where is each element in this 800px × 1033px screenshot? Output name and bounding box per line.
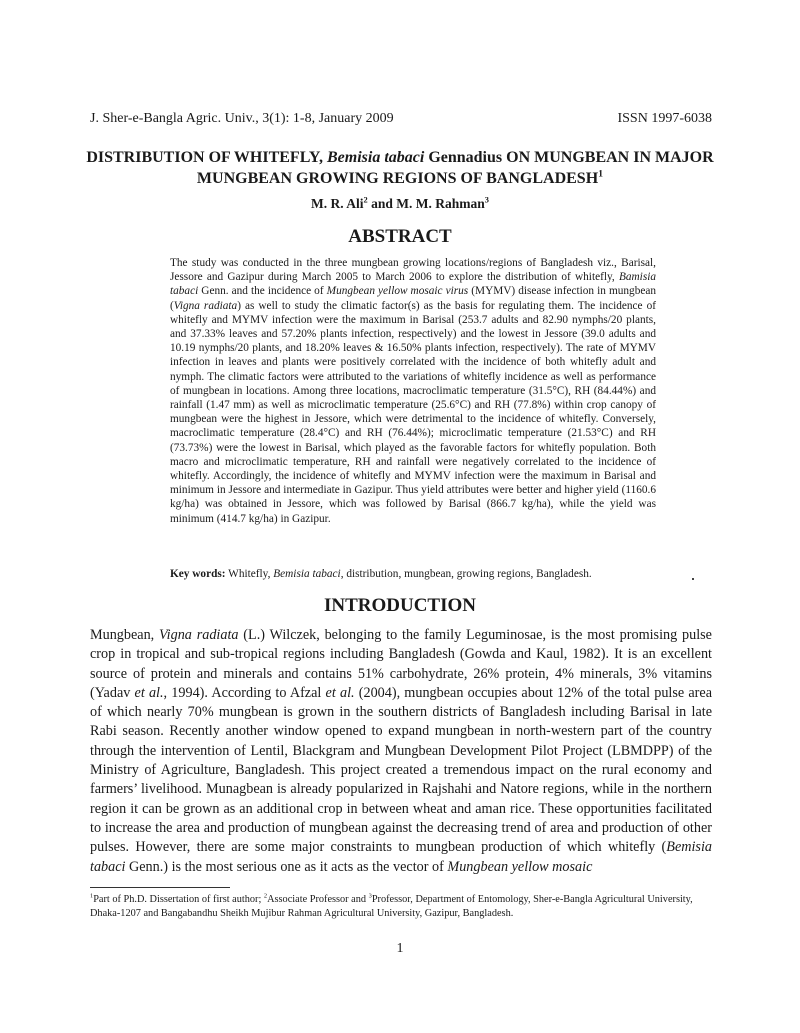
abstract-italic-2: Mungbean yellow mosaic virus <box>326 285 469 298</box>
intro-text-4: (2004), mungbean occupies about 12% of the total pulse area of which nearly 70% mungbean is grown in the southern districts of Bangladesh including Barisal in late Rabi season. Recently another window opened to expand mungbean in north-western part of the country through the intervention of Lentil, Blackgram and Mungbean Development Pilot Project (LBMDPP) of the Ministry of Agriculture, Bangladesh. This project created a tremendous impact on the rural economy and farmers’ livelihood. Munagbean is already popularized in Rajshahi and Natore regions, while in the northern region it can be grown as an additional crop in between wheat and aman rice. These opportunities facilitated to increase the area and production of mungbean against the decreasing trend of area and production of other pulses. However, there are some major constraints to mungbean production of which whitefly ( <box>90 684 712 856</box>
author-2: and M. M. Rahman <box>367 196 485 211</box>
authors <box>0 196 800 212</box>
intro-italic-5: Mungbean yellow mosaic <box>447 858 593 875</box>
abstract-text-1: The study was conducted in the three mungbean growing locations/regions of Bangladesh viz., Barisal, Jessore and Gazipur during March 2005 to March 2006 to explore the distribution of whitefly, <box>170 257 656 284</box>
footnote-text-1: Part of Ph.D. Dissertation of first author; <box>93 894 264 905</box>
title-text-2: Gennadius ON MUNGBEAN IN MAJOR MUNGBEAN GROWING REGIONS OF BANGLADESH <box>196 149 714 187</box>
intro-text-2: (L.) Wilczek, belonging to the family Leguminosae, is the most promising pulse crop in tropical and sub-tropical regions including Bangladesh (Gowda and Kaul, 1982). It is an excellent source of protein and minerals and contains 51% carbohydrate, 26% protein, 4% minerals, 3% vitamins (Yadav <box>90 627 712 701</box>
keywords-label: Key words: <box>170 568 226 580</box>
intro-italic-3: et al. <box>325 684 355 701</box>
intro-text-5: Genn.) is the most serious one as it acts as the vector of <box>125 858 448 875</box>
footnote-rule <box>90 887 230 888</box>
paper-title <box>80 147 720 189</box>
author-2-mark: 3 <box>484 195 489 205</box>
keywords <box>170 568 690 580</box>
issn: ISSN 1997-6038 <box>617 111 712 126</box>
intro-italic-4: Bemisia tabaci <box>90 839 712 875</box>
keywords-text-2: , distribution, mungbean, growing regions, Bangladesh. <box>340 568 592 580</box>
abstract-italic-1: Bamisia tabaci <box>170 271 656 298</box>
keywords-text-1: Whitefly, <box>225 568 274 580</box>
introduction-body <box>90 626 712 877</box>
footnote-text-3: Professor, Department of Entomology, Sher-e-Bangla Agricultural University, Dhaka-1207 and Bangabandhu Sheikh Mujibur Rahman Agricultural University, Gazipur, Bangladesh. <box>90 894 693 919</box>
stray-mark <box>692 578 694 580</box>
abstract-text-3: (MYMV) disease infection in mungbean ( <box>170 285 657 312</box>
title-species: Bemisia tabaci <box>326 149 425 166</box>
abstract-text-4: ) as well to study the climatic factor(s) as the basis for regulating them. The incidence of whitefly and MYMV infection were the maximum in Barisal (253.7 adults and 82.90 nymphs/20 plants, and 37.33% leaves and 57.20% plants infection, respectively) and the lowest in Jessore (39.0 adults and 10.19 nymphs/20 plants, and 18.20% leaves & 16.50% plants infection, respectively). The rate of MYMV infection in leaves and plants were positively correlated with the incidence of both whitefly adult and nymph. The climatic factors were attributed to the variations of whitefly incidence as well as performance of mungbean in locations. Among three locations, macroclimatic temperature (31.5°C), RH (84.44%) and rainfall (1.47 mm) as well as microclimatic temperature (25.6°C) and RH (77.8%) within crop canopy of mungbean were the highest in Jessore, which were detrimental to the incidence of whitefly. Conversely, macroclimatic temperature (28.4°C) and RH (76.44%); microclimatic temperature (21.53°C) and RH (73.73%) were the lowest in Barisal, which played as the favorable factors for whitefly population. Both macro and microclimatic temperature, RH and rainfall were negatively correlated to the incidence of whitefly. Accordingly, the incidence of whitefly and MYMV infection were the maximum in Barisal and minimum in Jessore and intermediate in Gazipur. Thus yield attributes were better and higher yield (1160.6 kg/ha) was obtained in Jessore, which was followed by Barisal (866.7 kg/ha), while the yield was minimum (414.7 kg/ha) in Gazipur. <box>170 299 656 525</box>
journal-citation: J. Sher-e-Bangla Agric. Univ., 3(1): 1-8, January 2009 <box>90 111 394 126</box>
footnote <box>90 893 715 921</box>
footnote-text-2: Associate Professor and <box>267 894 369 905</box>
keywords-italic: Bemisia tabaci <box>273 568 341 580</box>
intro-italic-2: et al. <box>134 684 164 701</box>
author-1: M. R. Ali <box>311 196 364 211</box>
intro-text-1: Mungbean, <box>90 627 160 643</box>
title-footnote-mark: 1 <box>598 168 604 180</box>
introduction-heading: INTRODUCTION <box>323 595 477 616</box>
abstract-text-2: Genn. and the incidence of <box>198 285 327 298</box>
author-1-mark: 2 <box>363 195 368 205</box>
abstract-heading: ABSTRACT <box>348 226 452 247</box>
title-text-1: DISTRIBUTION OF WHITEFLY, <box>86 149 327 166</box>
intro-text-3: , 1994). According to Afzal <box>163 684 326 701</box>
footnote-mark-3: 3 <box>368 892 372 900</box>
intro-italic-1: Vigna radiata <box>159 627 239 643</box>
footnote-mark-1: 1 <box>90 892 94 900</box>
abstract-italic-3: Vigna radiata <box>173 299 238 312</box>
footnote-mark-2: 2 <box>263 892 268 900</box>
abstract-body <box>170 256 656 526</box>
page-number: 1 <box>396 941 404 956</box>
